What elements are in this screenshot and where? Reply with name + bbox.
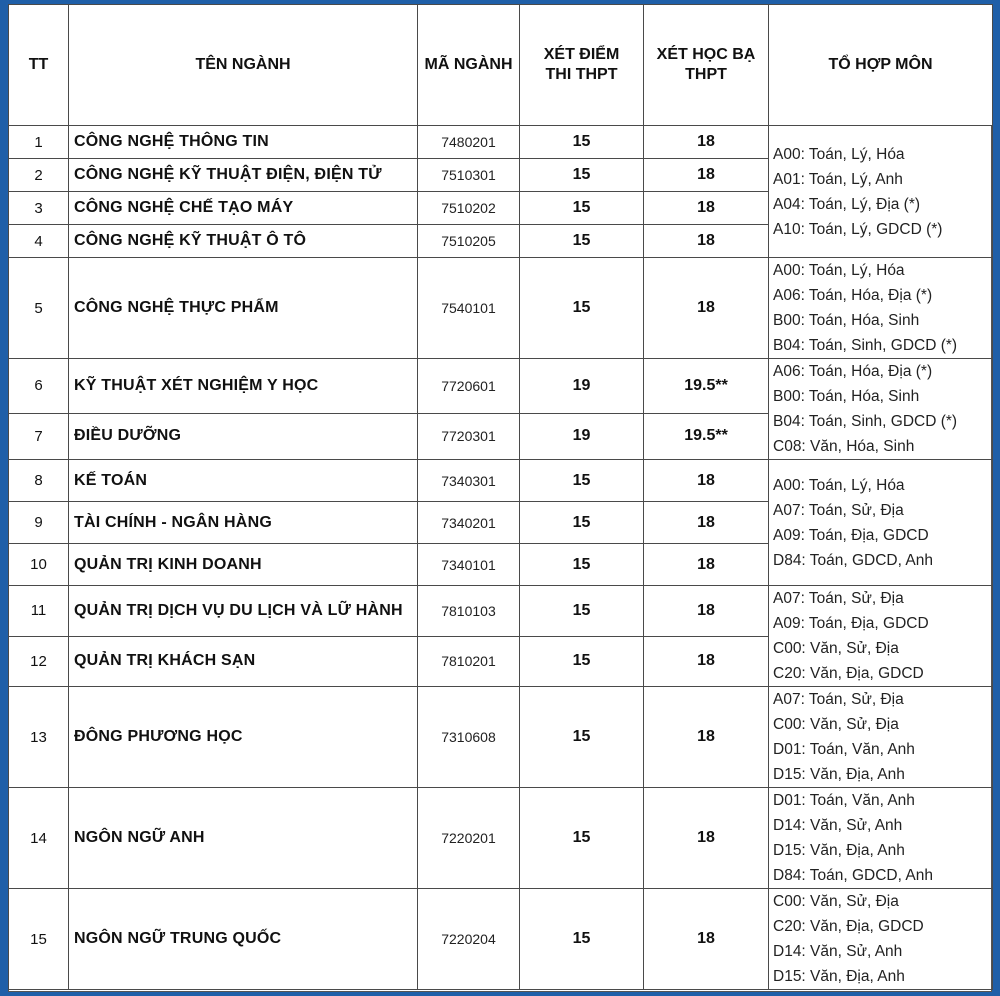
transcript-score: 18 — [644, 502, 769, 544]
admission-table-frame — [8, 4, 992, 992]
row-number: 5 — [9, 258, 69, 359]
subject-combinations — [769, 460, 993, 586]
row-number: 14 — [9, 788, 69, 889]
transcript-score: 18 — [644, 586, 769, 637]
combination-item: D15: Văn, Địa, Anh — [773, 968, 905, 985]
row-number: 1 — [9, 126, 69, 159]
exam-score: 15 — [520, 636, 644, 687]
exam-score: 19 — [520, 359, 644, 414]
combination-item: A06: Toán, Hóa, Địa (*) — [773, 287, 933, 304]
exam-score: 15 — [520, 460, 644, 502]
transcript-score: 18 — [644, 687, 769, 788]
table-row — [9, 687, 993, 788]
combination-item: D84: Toán, GDCD, Anh — [773, 551, 933, 569]
subject-combinations — [769, 126, 993, 258]
major-code: 7720601 — [418, 359, 520, 414]
header-ten-nganh: TÊN NGÀNH — [69, 5, 418, 126]
row-number: 6 — [9, 359, 69, 414]
combination-item: C08: Văn, Hóa, Sinh — [773, 438, 915, 455]
exam-score: 15 — [520, 159, 644, 192]
combination-item: C20: Văn, Địa, GDCD — [773, 665, 924, 682]
row-number: 3 — [9, 192, 69, 225]
table-row — [9, 126, 993, 159]
transcript-score: 18 — [644, 889, 769, 990]
header-tt: TT — [9, 5, 69, 126]
major-name: ĐIỀU DƯỠNG — [69, 413, 418, 459]
exam-score: 15 — [520, 687, 644, 788]
major-code: 7810201 — [418, 636, 520, 687]
major-name: CÔNG NGHỆ THỰC PHẨM — [69, 258, 418, 359]
combination-item: A06: Toán, Hóa, Địa (*) — [773, 363, 933, 380]
major-code: 7340101 — [418, 544, 520, 586]
header-row — [9, 5, 993, 126]
major-code: 7540101 — [418, 258, 520, 359]
combination-item: D01: Toán, Văn, Anh — [773, 792, 915, 809]
table-row — [9, 586, 993, 637]
combination-item: A07: Toán, Sử, Địa — [773, 691, 904, 708]
major-name: NGÔN NGỮ ANH — [69, 788, 418, 889]
subject-combinations — [769, 258, 993, 359]
major-code: 7720301 — [418, 413, 520, 459]
combination-item: D15: Văn, Địa, Anh — [773, 766, 905, 783]
exam-score: 15 — [520, 126, 644, 159]
transcript-score: 18 — [644, 159, 769, 192]
combination-item: A00: Toán, Lý, Hóa — [773, 262, 905, 279]
header-xet-hoc-ba-line2: THPT — [685, 66, 727, 83]
combination-item: D15: Văn, Địa, Anh — [773, 842, 905, 859]
transcript-score: 18 — [644, 192, 769, 225]
table-row — [9, 460, 993, 502]
exam-score: 15 — [520, 889, 644, 990]
table-row — [9, 788, 993, 889]
subject-combinations — [769, 788, 993, 889]
subject-combinations — [769, 586, 993, 687]
major-code: 7310608 — [418, 687, 520, 788]
table-row — [9, 889, 993, 990]
combination-item: C00: Văn, Sử, Địa — [773, 893, 899, 910]
admission-table — [8, 4, 993, 990]
combination-item: A00: Toán, Lý, Hóa — [773, 145, 905, 163]
transcript-score: 18 — [644, 636, 769, 687]
row-number: 8 — [9, 460, 69, 502]
combination-item: A09: Toán, Địa, GDCD — [773, 526, 929, 544]
exam-score: 15 — [520, 225, 644, 258]
transcript-score: 19.5** — [644, 359, 769, 414]
header-xet-diem-thi-line1: XÉT ĐIỂM — [543, 46, 620, 63]
combination-item: B00: Toán, Hóa, Sinh — [773, 388, 920, 405]
major-code: 7510202 — [418, 192, 520, 225]
major-name: QUẢN TRỊ KHÁCH SẠN — [69, 636, 418, 687]
combination-item: A04: Toán, Lý, Địa (*) — [773, 195, 921, 213]
combination-item: A07: Toán, Sử, Địa — [773, 501, 904, 519]
combination-item: C00: Văn, Sử, Địa — [773, 716, 899, 733]
row-number: 4 — [9, 225, 69, 258]
row-number: 7 — [9, 413, 69, 459]
major-name: KẾ TOÁN — [69, 460, 418, 502]
major-name: CÔNG NGHỆ KỸ THUẬT Ô TÔ — [69, 225, 418, 258]
transcript-score: 18 — [644, 126, 769, 159]
row-number: 2 — [9, 159, 69, 192]
combination-item: A10: Toán, Lý, GDCD (*) — [773, 220, 943, 238]
header-to-hop-mon: TỔ HỢP MÔN — [769, 5, 993, 126]
combination-item: B00: Toán, Hóa, Sinh — [773, 312, 920, 329]
subject-combinations — [769, 359, 993, 460]
exam-score: 15 — [520, 586, 644, 637]
major-name: CÔNG NGHỆ CHẾ TẠO MÁY — [69, 192, 418, 225]
row-number: 10 — [9, 544, 69, 586]
combination-item: D14: Văn, Sử, Anh — [773, 943, 903, 960]
major-name: QUẢN TRỊ KINH DOANH — [69, 544, 418, 586]
row-number: 9 — [9, 502, 69, 544]
row-number: 12 — [9, 636, 69, 687]
header-ma-nganh: MÃ NGÀNH — [418, 5, 520, 126]
header-xet-hoc-ba — [644, 5, 769, 126]
major-name: KỸ THUẬT XÉT NGHIỆM Y HỌC — [69, 359, 418, 414]
major-code: 7340301 — [418, 460, 520, 502]
exam-score: 15 — [520, 258, 644, 359]
major-name: ĐÔNG PHƯƠNG HỌC — [69, 687, 418, 788]
major-name: TÀI CHÍNH - NGÂN HÀNG — [69, 502, 418, 544]
exam-score: 15 — [520, 192, 644, 225]
combination-item: B04: Toán, Sinh, GDCD (*) — [773, 337, 958, 354]
major-code: 7480201 — [418, 126, 520, 159]
header-xet-hoc-ba-line1: XÉT HỌC BẠ — [656, 46, 756, 63]
transcript-score: 18 — [644, 225, 769, 258]
combination-item: C00: Văn, Sử, Địa — [773, 640, 899, 657]
exam-score: 15 — [520, 788, 644, 889]
exam-score: 15 — [520, 544, 644, 586]
subject-combinations — [769, 889, 993, 990]
transcript-score: 19.5** — [644, 413, 769, 459]
row-number: 11 — [9, 586, 69, 637]
table-row — [9, 359, 993, 414]
subject-combinations — [769, 687, 993, 788]
major-name: QUẢN TRỊ DỊCH VỤ DU LỊCH VÀ LỮ HÀNH — [69, 586, 418, 637]
major-code: 7340201 — [418, 502, 520, 544]
row-number: 15 — [9, 889, 69, 990]
combination-item: D14: Văn, Sử, Anh — [773, 817, 903, 834]
header-xet-diem-thi-line2: THI THPT — [545, 66, 618, 83]
combination-item: A07: Toán, Sử, Địa — [773, 590, 904, 607]
combination-item: B04: Toán, Sinh, GDCD (*) — [773, 413, 958, 430]
transcript-score: 18 — [644, 788, 769, 889]
row-number: 13 — [9, 687, 69, 788]
combination-item: C20: Văn, Địa, GDCD — [773, 918, 924, 935]
combination-item: D01: Toán, Văn, Anh — [773, 741, 915, 758]
combination-item: D84: Toán, GDCD, Anh — [773, 867, 933, 884]
transcript-score: 18 — [644, 258, 769, 359]
major-code: 7810103 — [418, 586, 520, 637]
header-xet-diem-thi — [520, 5, 644, 126]
exam-score: 15 — [520, 502, 644, 544]
major-code: 7510205 — [418, 225, 520, 258]
major-code: 7220204 — [418, 889, 520, 990]
major-name: CÔNG NGHỆ THÔNG TIN — [69, 126, 418, 159]
major-code: 7220201 — [418, 788, 520, 889]
major-code: 7510301 — [418, 159, 520, 192]
combination-item: A01: Toán, Lý, Anh — [773, 170, 903, 188]
major-name: NGÔN NGỮ TRUNG QUỐC — [69, 889, 418, 990]
combination-item: A09: Toán, Địa, GDCD — [773, 615, 929, 632]
major-name: CÔNG NGHỆ KỸ THUẬT ĐIỆN, ĐIỆN TỬ — [69, 159, 418, 192]
transcript-score: 18 — [644, 460, 769, 502]
exam-score: 19 — [520, 413, 644, 459]
table-row — [9, 258, 993, 359]
transcript-score: 18 — [644, 544, 769, 586]
combination-item: A00: Toán, Lý, Hóa — [773, 476, 905, 494]
